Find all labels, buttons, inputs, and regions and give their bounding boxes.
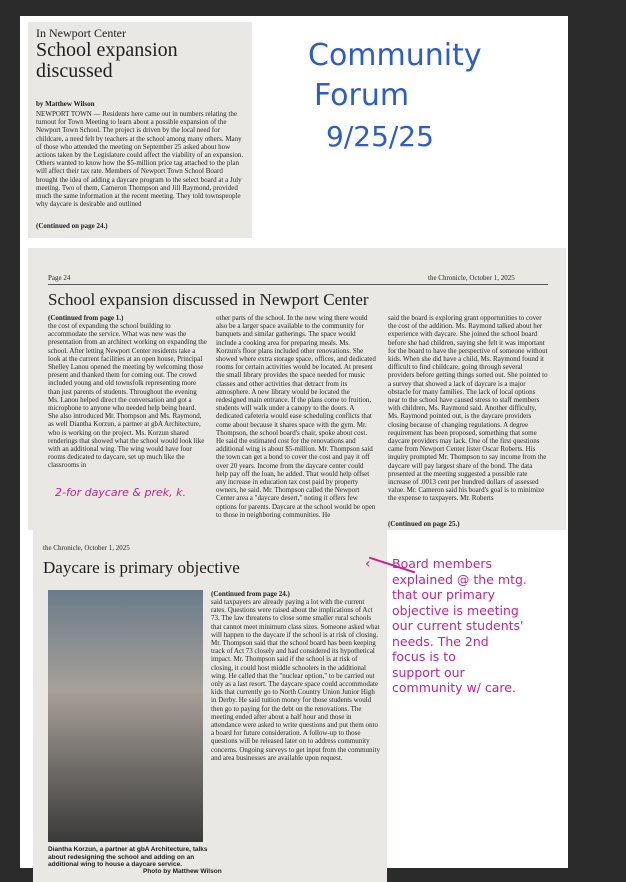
board-note-line: community w/ care. xyxy=(392,680,516,695)
divider xyxy=(48,284,548,285)
photo-credit: Photo by Matthew Wilson xyxy=(143,868,222,875)
continued-note: (Continued on page 24.) xyxy=(36,222,108,230)
continued-from: (Continued from page 1.) xyxy=(48,314,124,322)
headline: Daycare is primary objective xyxy=(43,558,240,577)
photo-speaker xyxy=(48,590,203,842)
note-date: 9/25/25 xyxy=(326,120,434,153)
continued-on: (Continued on page 25.) xyxy=(388,520,460,528)
board-note-line: support our xyxy=(392,664,465,680)
byline: by Matthew Wilson xyxy=(36,100,95,108)
article-body: NEWPORT TOWN — Residents here came out in numbers relating the turnout for Town Meeting to learn about a possible expansion of the Newport Town School. The project is driven by the local need for childcare, a need felt by teachers at the school among many others. Many of those who attended the meeting on September 25 asked about how actions taken by the Legislature could affect the viability of an expansion. Others wanted to know how the $5-million price tag attached to the plan will affect their tax rate. Members of Newport Town School Board brought the idea of adding a daycare program to the select board at a July meeting. Two of them, Cameron Thompson and Jill Raymond, provided much the same information at the recent meeting. They told townspeople why daycare is desirable and outlined xyxy=(36,110,244,209)
page-label: Page 24 xyxy=(48,274,71,282)
arrow-head-icon: ‹ xyxy=(365,556,371,572)
board-note-line: that our primary xyxy=(392,587,495,602)
article-column-2: other parts of the school. In the new wing there would also be a larger space available to the community for banquets and similar gatherings. The space would include a cooking area for preparing meals. Ms. Korzun's floor plans included other renovations. She showed where extra storage space, offices, and dedicated rooms for certain activities would be located. At present the small library provides the space needed for music classes and other activities that detract from its atmosphere. A new library would be located the redesigned main entrance. If the plans come to fruition, students will walk under a canopy to the doors. A dedicated cafeteria would ease scheduling conflicts that come about because it shares space with the gym. Mr. Thompson, the school board's chair, spoke about cost. He said the estimated cost for the renovations and additional wing is about $5-million. Mr. Thompson said the town can get a bond to cover the cost and pay it off over 20 years. Income from the daycare center could help pay off the loan, he added. That would help offset any increase in education tax cost paid by property owners, he said. Mr. Thompson called the Newport Center area a "daycare desert," noting it offers few options for parents. Daycare at the school would be open to those in neighboring communities. He xyxy=(216,314,376,519)
note-title-line2: Forum xyxy=(314,78,410,113)
masthead: the Chronicle, October 1, 2025 xyxy=(428,274,515,282)
board-note-line: explained @ the mtg. xyxy=(392,571,527,587)
article-column-1: the cost of expanding the school building to accommodate the service. What was new was the presentation from an architect working on expanding the school. After letting Newport Center residents take a look at the current facilities at an open house, Principal Shelley Lanou opened the meeting by welcoming those present and thanked them for coming out. The crowd included young and old townsfolk representing more than just parents of students. Throughout the evening Ms. Lanou helped direct the conversation and got a microphone to anyone who needed help being heard. She also introduced Mr. Thompson and Ms. Raymond, as well Diantha Korzun, a partner at gbA Architecture, who is working on the project. Ms. Korzun shared renderings that showed what the school would look like with an additional wing. The wing would have four rooms dedicated to daycare, set up much like the classrooms in xyxy=(48,322,207,470)
clipping-daycare xyxy=(33,530,387,882)
board-note-line: objective is meeting xyxy=(392,602,519,618)
board-note xyxy=(392,556,572,696)
article-body: said taxpayers are already paying a lot with the current rates. Questions were raised about the implications of Act 73. The law threatens to close some smaller rural schools that cannot meet minimum class sizes. Someone asked what will happen to the daycare if the school is at risk of closing. Mr. Thompson said that the school board has been keeping track of Act 73 closely and had considered its hypothetical impact. Mr. Thompson said if the school is at risk of closing, it could host middle schoolers in the additional wing. He called that the "nuclear option," to be carried out only as a last resort. The daycare space could accommodate kids that currently go to North Country Union Junior High in Derby. He said tuition money for those students would then go to paying for the debt on the renovations. The meeting ended after about a half hour and those in attendance were asked to write questions and put them onto a board for future consideration. A follow-up to those questions will be released later on to address community concerns. Ongoing surveys to get input from the community and area businesses are available upon request. xyxy=(211,598,380,762)
board-note-line: our current students' xyxy=(392,618,524,633)
photo-caption: Diantha Korzun, a partner at gbA Architecture, talks about redesigning the school and adding on an additional wing to house a daycare service. xyxy=(48,846,208,868)
kicker: In Newport Center xyxy=(36,26,126,40)
article-column-3: said the board is exploring grant opportunities to cover the cost of the addition. Ms. Raymond talked about her experience with daycare. She joined the school board before she had children, saying she felt it was important for the board to have the perspective of someone without kids. When she did have a child, Ms. Raymond found it difficult to find childcare, going through several providers before getting things sorted out. She pointed to a survey that showed a lack of daycare is a major obstacle for many families. The lack of local options near to the school have caused stress to staff members with children, Ms. Raymond said. Another difficulty, Ms. Raymond pointed out, is the daycare providers closing because of changing regulations. A degree requirement has been proposed, something that some daycare providers may lack. One of the first questions came from Newport Center lister Oscar Roberts. His inquiry prompted Mr. Thompson to say income from the daycare will pay largest share of the bond. The data presented at the meeting suggested a possible rate increase of .0013 cent per hundred dollars of assessed value. Mr. Cameron said his board's goal is to minimize the expense to taxpayers. Mr. Roberts xyxy=(388,314,548,503)
headline: School expansion discussed in Newport Center xyxy=(48,290,369,309)
headline: School expansion discussed xyxy=(36,39,178,82)
margin-note: 2-for daycare & prek, k. xyxy=(55,486,186,499)
continued-from: (Continued from page 24.) xyxy=(211,590,290,598)
board-note-line: needs. The 2nd xyxy=(392,633,489,649)
masthead: the Chronicle, October 1, 2025 xyxy=(43,544,130,552)
note-title-line1: Community xyxy=(308,38,482,73)
board-note-line: Board members xyxy=(392,556,493,571)
board-note-line: focus is to xyxy=(392,649,456,664)
scrapbook-page xyxy=(20,16,568,875)
clipping-front-page xyxy=(28,22,252,238)
